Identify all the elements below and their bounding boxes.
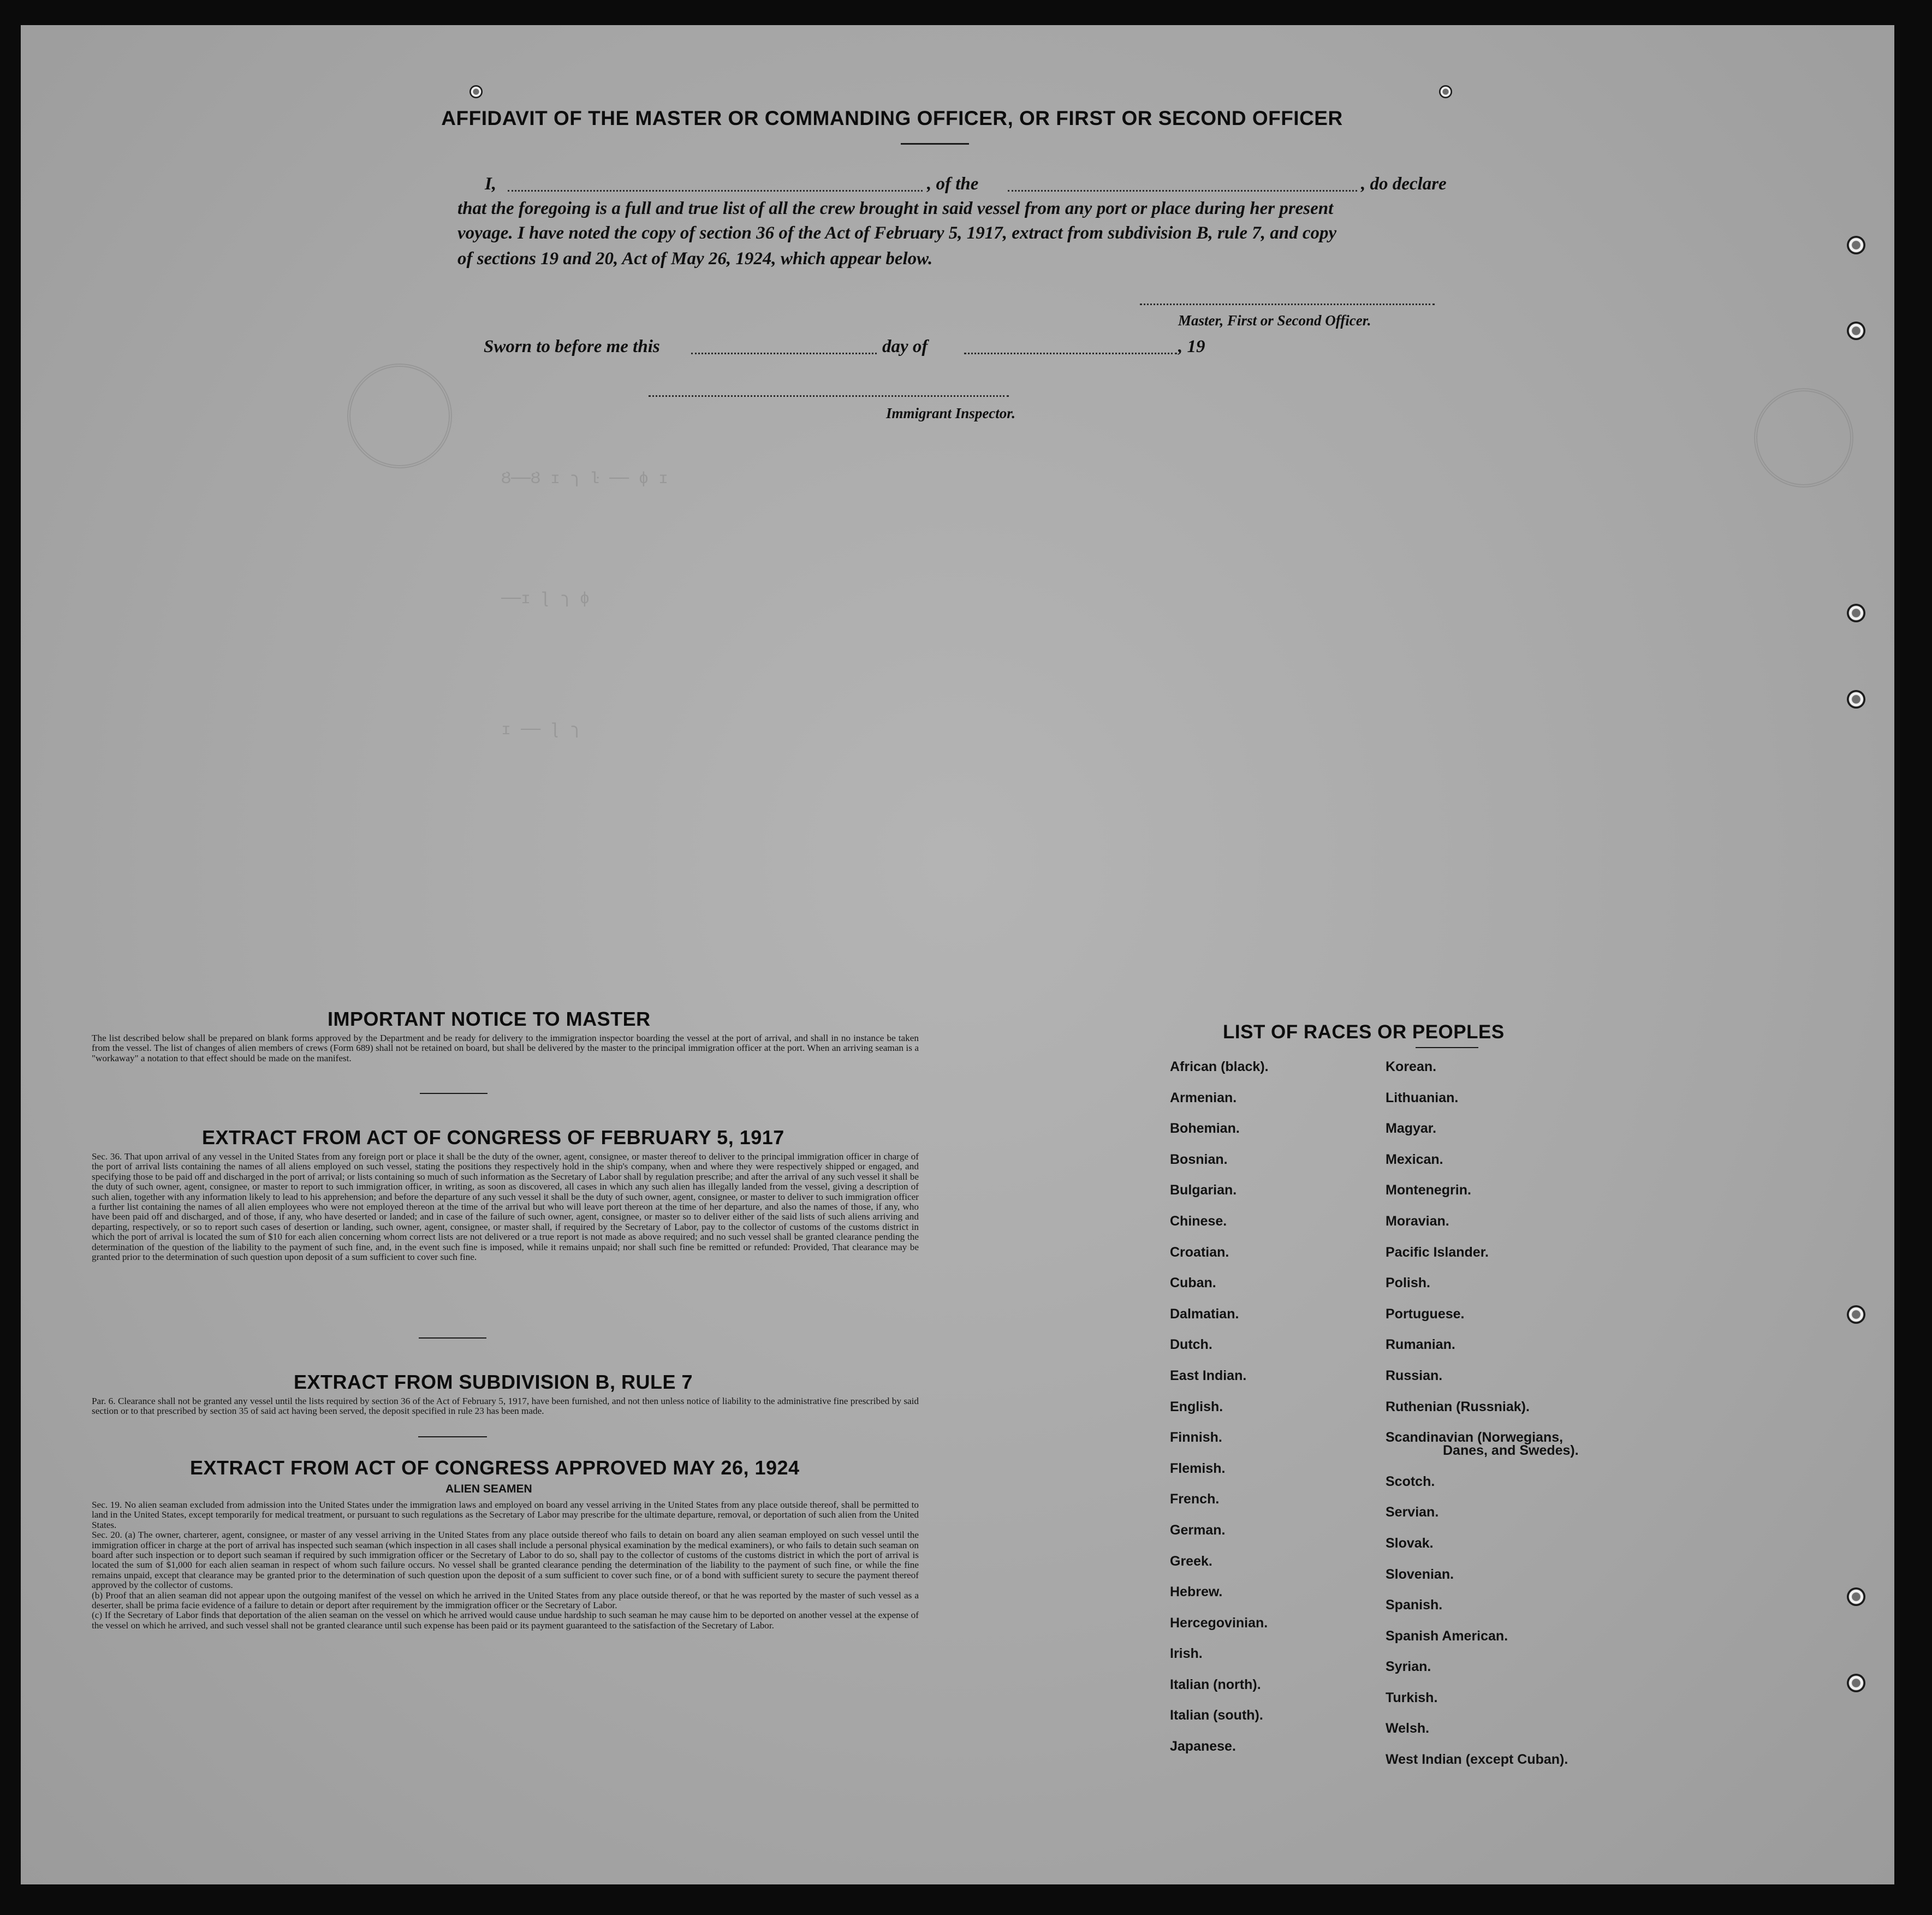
sworn-day-blank[interactable] bbox=[691, 353, 877, 354]
punch-hole bbox=[1847, 604, 1865, 622]
punch-hole bbox=[469, 85, 483, 98]
day-of-label: day of bbox=[882, 337, 928, 356]
race-item: Ruthenian (Russniak). bbox=[1386, 1399, 1530, 1414]
races-rule bbox=[1416, 1047, 1478, 1048]
extract-1917-rule bbox=[419, 1337, 486, 1339]
affidavit-line-2: that the foregoing is a full and true list of all the crew brought in said vessel from any port or place during her present bbox=[457, 199, 1334, 218]
punch-hole bbox=[1439, 85, 1452, 98]
notice-body: The list described below shall be prepared on blank forms approved by the Department and be ready for delivery to the immigration inspector boarding the vessel at the port of arrival, and shall in no instance be taken from the vessel. The list of changes of alien members of crews (Form 689) shall not be retained on board, but shall be delivered by the master to the principal immigration officer at the port. When an arriving seaman is a "workaway" a notation to that effect should be made on the manifest. bbox=[92, 1033, 919, 1063]
race-item: East Indian. bbox=[1170, 1367, 1247, 1383]
races-title: LIST OF RACES OR PEOPLES bbox=[1223, 1021, 1505, 1043]
race-item: Armenian. bbox=[1170, 1090, 1237, 1105]
race-item: Scotch. bbox=[1386, 1473, 1435, 1489]
race-item: Bohemian. bbox=[1170, 1121, 1240, 1137]
race-item: Greek. bbox=[1170, 1553, 1212, 1569]
bleed-through-seal bbox=[347, 364, 452, 468]
punch-hole bbox=[1847, 236, 1865, 254]
race-item: Pacific Islander. bbox=[1386, 1244, 1489, 1260]
affidavit-of-the: , of the bbox=[927, 174, 979, 194]
punch-hole bbox=[1847, 322, 1865, 340]
race-item: Lithuanian. bbox=[1386, 1090, 1459, 1105]
master-signature-label: Master, First or Second Officer. bbox=[1178, 312, 1371, 329]
sec-20c-text: (c) If the Secretary of Labor finds that deportation of the alien seaman on the vessel on which he arrived would cause undue hardship to such seaman he may cause him to be deported on another vessel at the expense of the vessel on which he arrived, and such vessel shall not be granted clearance until such expense has been paid or its payment guaranteed to the satisfaction of the Secretary of Labor. bbox=[92, 1610, 919, 1631]
bleed-through-seal-right bbox=[1754, 388, 1853, 487]
race-item: Syrian. bbox=[1386, 1659, 1431, 1675]
race-item: Slovak. bbox=[1386, 1535, 1434, 1551]
race-item: West Indian (except Cuban). bbox=[1386, 1752, 1568, 1768]
sworn-label: Sworn to before me this bbox=[484, 337, 660, 356]
race-item: Moravian. bbox=[1386, 1213, 1449, 1229]
sworn-month-blank[interactable] bbox=[964, 353, 1177, 354]
sec-19-text: Sec. 19. No alien seaman excluded from admission into the United States under the immigration laws and employed on board any vessel arriving in the United States from any place outside thereof, shall be permitted to land in the United States, except temporarily for medical treatment, or pursuant to such regulations as the Secretary of Labor may prescribe for the ultimate departure, removal, or deportation of such alien from the United States. bbox=[92, 1500, 919, 1530]
races-right-column bbox=[1386, 1058, 1579, 1782]
race-item: Chinese. bbox=[1170, 1213, 1227, 1229]
race-item: Flemish. bbox=[1170, 1460, 1226, 1476]
inspector-label: Immigrant Inspector. bbox=[886, 405, 1016, 421]
race-item: Japanese. bbox=[1170, 1739, 1236, 1755]
race-item: Italian (north). bbox=[1170, 1676, 1261, 1692]
race-item: Servian. bbox=[1386, 1504, 1439, 1520]
bleed-through-text: Ȣ──Ȣ ɪ ɿ ŀ ── ɸ ɪ bbox=[501, 470, 669, 489]
race-item: English. bbox=[1170, 1399, 1223, 1414]
race-item: Welsh. bbox=[1386, 1721, 1430, 1736]
affidavit-title: AFFIDAVIT OF THE MASTER OR COMMANDING OFFICER, OR FIRST OR SECOND OFFICER bbox=[441, 107, 1343, 129]
affidavit-line-3: voyage. I have noted the copy of section 36 of the Act of February 5, 1917, extract from subdivision B, rule 7, and copy bbox=[457, 223, 1337, 243]
bleed-through-text: ɪ ── ɭ ɿ bbox=[501, 721, 580, 740]
notice-rule bbox=[420, 1093, 488, 1094]
extract-1917-title: EXTRACT FROM ACT OF CONGRESS OF FEBRUARY 5, 1917 bbox=[202, 1126, 784, 1149]
race-item: Rumanian. bbox=[1386, 1337, 1455, 1353]
race-item: Magyar. bbox=[1386, 1121, 1437, 1137]
notice-title: IMPORTANT NOTICE TO MASTER bbox=[328, 1008, 651, 1030]
race-item: Spanish American. bbox=[1386, 1628, 1508, 1644]
title-rule bbox=[901, 143, 969, 145]
race-item: German. bbox=[1170, 1522, 1226, 1538]
affidavit-line-4: of sections 19 and 20, Act of May 26, 1924, which appear below. bbox=[457, 249, 933, 269]
races-left-column bbox=[1170, 1058, 1269, 1769]
race-item: Montenegrin. bbox=[1386, 1182, 1471, 1198]
name-blank[interactable] bbox=[508, 190, 923, 192]
race-item: Turkish. bbox=[1386, 1690, 1438, 1705]
master-signature-line[interactable] bbox=[1140, 304, 1435, 305]
race-item: Polish. bbox=[1386, 1275, 1430, 1291]
race-item: Slovenian. bbox=[1386, 1566, 1454, 1582]
vessel-blank[interactable] bbox=[1008, 190, 1357, 192]
race-item: Korean. bbox=[1386, 1059, 1437, 1074]
extract-rule7-rule bbox=[418, 1436, 487, 1437]
race-item: Dutch. bbox=[1170, 1337, 1212, 1353]
race-item: Bulgarian. bbox=[1170, 1182, 1237, 1198]
race-item: Bosnian. bbox=[1170, 1151, 1228, 1167]
extract-rule7-body: Par. 6. Clearance shall not be granted any vessel until the lists required by section 36 of the Act of February 5, 1917, have been furnished, and not then unless notice of liability to the administrative fine prescribed by said section or to that prescribed by section 35 of said act having been served, the deposit specified in rule 23 has been made. bbox=[92, 1396, 919, 1417]
race-item: Danes, and Swedes). bbox=[1443, 1443, 1579, 1459]
race-item: Cuban. bbox=[1170, 1275, 1216, 1291]
punch-hole bbox=[1847, 1674, 1865, 1692]
bleed-through-text: ──ɪ ɭ ɿ ɸ bbox=[501, 590, 590, 609]
affidavit-line-1 bbox=[485, 173, 1500, 200]
race-item: African (black). bbox=[1170, 1059, 1269, 1074]
extract-rule7-title: EXTRACT FROM SUBDIVISION B, RULE 7 bbox=[294, 1371, 693, 1393]
inspector-signature-line[interactable] bbox=[649, 395, 1009, 397]
race-item: Scandinavian (Norwegians, bbox=[1386, 1430, 1564, 1446]
race-item: Hebrew. bbox=[1170, 1584, 1223, 1600]
race-item: Russian. bbox=[1386, 1367, 1443, 1383]
race-item: Irish. bbox=[1170, 1646, 1203, 1662]
extract-1924-body bbox=[92, 1500, 919, 1631]
extract-1917-body: Sec. 36. That upon arrival of any vessel in the United States from any foreign port or place it shall be the duty of the owner, agent, consignee, or master thereof to deliver to the principal immigration officer in charge of the port of arrival lists containing the names of all aliens employed on such vessel, stating the positions they respectively hold in the ship's company, when and where they were respectively shipped or engaged, and specifying those to be paid off and discharged in the port of arrival; or lists containing so much of such information as the Secretary of Labor shall by regulation prescribe; and after the arrival of any such vessel it shall be the duty of such owner, agent, consignee, or master to report to such immigration officer, in writing, as soon as discovered, all cases in which any such alien has illegally landed from the vessel, giving a description of such alien, together with any information likely to lead to his apprehension; and before the departure of any such vessel it shall be the duty of such owner, agent, consignee, or master to deliver to such immigration officer a further list containing the names of all alien employees who were not employed thereon at the time of the arrival but who will leave port thereon at the time of her departure, and also the names of those, if any, who have been paid off and discharged, and of those, if any, who have deserted or landed; and in case of the failure of such owner, agent, consignee, or master so to deliver either of the said lists of such aliens arriving and departing, respectively, or so to report such cases of desertion or landing, such owner, agent, consignee, or master shall, if required by the Secretary of Labor, pay to the collector of customs of the customs district in which the port of arrival is located the sum of $10 for each alien concerning whom correct lists are not delivered or a true report is not made as above required; and no such vessel shall be granted clearance pending the determination of the question of the liability to the payment of such fine, and, in the event such fine is imposed, while it remains unpaid; nor shall such fine be remitted or refunded: Provided, That clearance may be granted prior to the determination of such question upon deposit of a sum sufficient to cover such fine. bbox=[92, 1151, 919, 1263]
race-item: French. bbox=[1170, 1491, 1220, 1507]
punch-hole bbox=[1847, 1305, 1865, 1324]
affidavit-i: I, bbox=[485, 174, 497, 194]
race-item: Mexican. bbox=[1386, 1151, 1443, 1167]
year-prefix: , 19 bbox=[1178, 337, 1205, 356]
extract-1924-subtitle: ALIEN SEAMEN bbox=[445, 1483, 532, 1495]
race-item: Portuguese. bbox=[1386, 1306, 1465, 1322]
sec-20a-text: Sec. 20. (a) The owner, charterer, agent, consignee, or master of any vessel arriving in the United States from any place outside thereof who fails to detain on board any alien seaman employed on such vessel until the immigration officer in charge at the port of arrival has inspected such seaman (which inspection in all cases shall include a personal physical examination by the medical examiners), or who fails to detain such seaman on board after such inspection or to deport such seaman if required by such immigration officer or the Secretary of Labor to do so, shall pay to the collector of customs of the customs district in which the port of arrival is located the sum of $1,000 for each alien seaman in respect of whom such failure occurs. No vessel shall be granted clearance pending the determination of the liability to the payment of such fine, or while the fine remains unpaid, except that clearance may be granted prior to the determination of such question upon the deposit of a sum sufficient to cover such fine, or of a bond with sufficient surety to secure the payment thereof approved by the collector of customs. bbox=[92, 1530, 919, 1591]
affidavit-declare: , do declare bbox=[1361, 174, 1447, 194]
race-item: Dalmatian. bbox=[1170, 1306, 1239, 1322]
punch-hole bbox=[1847, 1587, 1865, 1606]
race-item: Italian (south). bbox=[1170, 1708, 1263, 1723]
punch-hole bbox=[1847, 690, 1865, 709]
extract-1924-title: EXTRACT FROM ACT OF CONGRESS APPROVED MAY 26, 1924 bbox=[190, 1456, 800, 1479]
sworn-line bbox=[484, 335, 1248, 362]
document-page bbox=[21, 25, 1894, 1884]
race-item: Spanish. bbox=[1386, 1597, 1443, 1613]
race-item: Hercegovinian. bbox=[1170, 1615, 1268, 1631]
race-item: Finnish. bbox=[1170, 1430, 1222, 1446]
race-item: Croatian. bbox=[1170, 1244, 1229, 1260]
sec-20b-text: (b) Proof that an alien seaman did not appear upon the outgoing manifest of the vessel on which he arrived in the United States from any place outside thereof, or that he was reported by the master of such vessel as a deserter, shall be prima facie evidence of a failure to detain or deport after requirement by the immigration officer or the Secretary of Labor. bbox=[92, 1590, 919, 1611]
